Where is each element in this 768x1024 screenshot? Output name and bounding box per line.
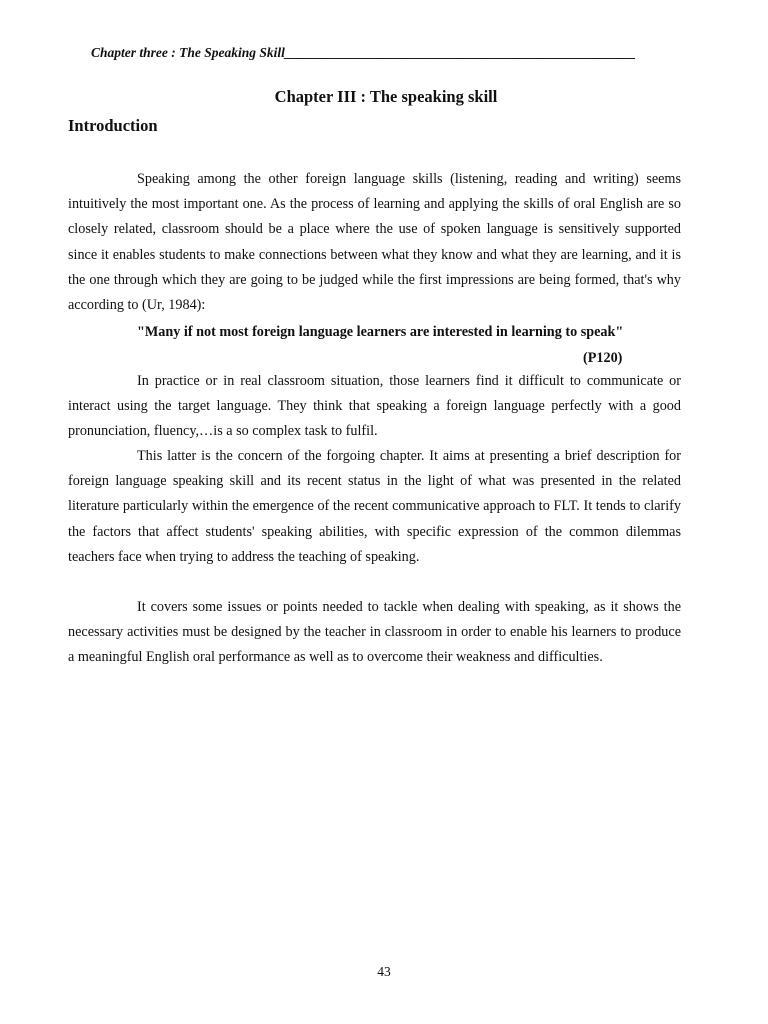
running-header: Chapter three : The Speaking Skill____________________________________________________: [91, 45, 636, 60]
paragraph-2: In practice or in real classroom situation, those learners find it difficult to communicate or interact using the target language. They think that speaking a foreign language perfectly with a good pronunciation, fluency,…is a so complex task to fulfil.: [68, 373, 681, 440]
paragraph-1: Speaking among the other foreign language skills (listening, reading and writing) seems intuitively the most important one. As the process of learning and applying the skills of oral English are so closely related, classroom should be a place where the use of spoken language is sensitively supported since it enables students to make connections between what they know and what they are learning, and it is the one through which they are going to be judged while the first impressions are being formed, that's why according to (Ur, 1984):: [68, 171, 681, 314]
paragraph-3: This latter is the concern of the forgoing chapter. It aims at presenting a brief description for foreign language speaking skill and its recent status in the light of what was presented in the related literature particularly within the emergence of the recent communicative approach to FLT. It tends to clarify the factors that affect students' speaking abilities, with specific expression of the common dilemmas teachers face when trying to address the teaching of speaking.: [68, 448, 681, 565]
quote-citation: (P120): [583, 350, 623, 366]
section-heading-introduction: Introduction: [68, 116, 158, 135]
paragraph-4: It covers some issues or points needed to tackle when dealing with speaking, as it shows the necessary activities must be designed by the teacher in classroom in order to enable his learners to produce a meaningful English oral performance as well as to overcome their weakness and difficulties.: [68, 599, 681, 666]
chapter-title: Chapter III : The speaking skill: [274, 87, 498, 106]
page-number: 43: [377, 964, 391, 979]
block-quote: "Many if not most foreign language learners are interested in learning to speak": [137, 324, 624, 340]
